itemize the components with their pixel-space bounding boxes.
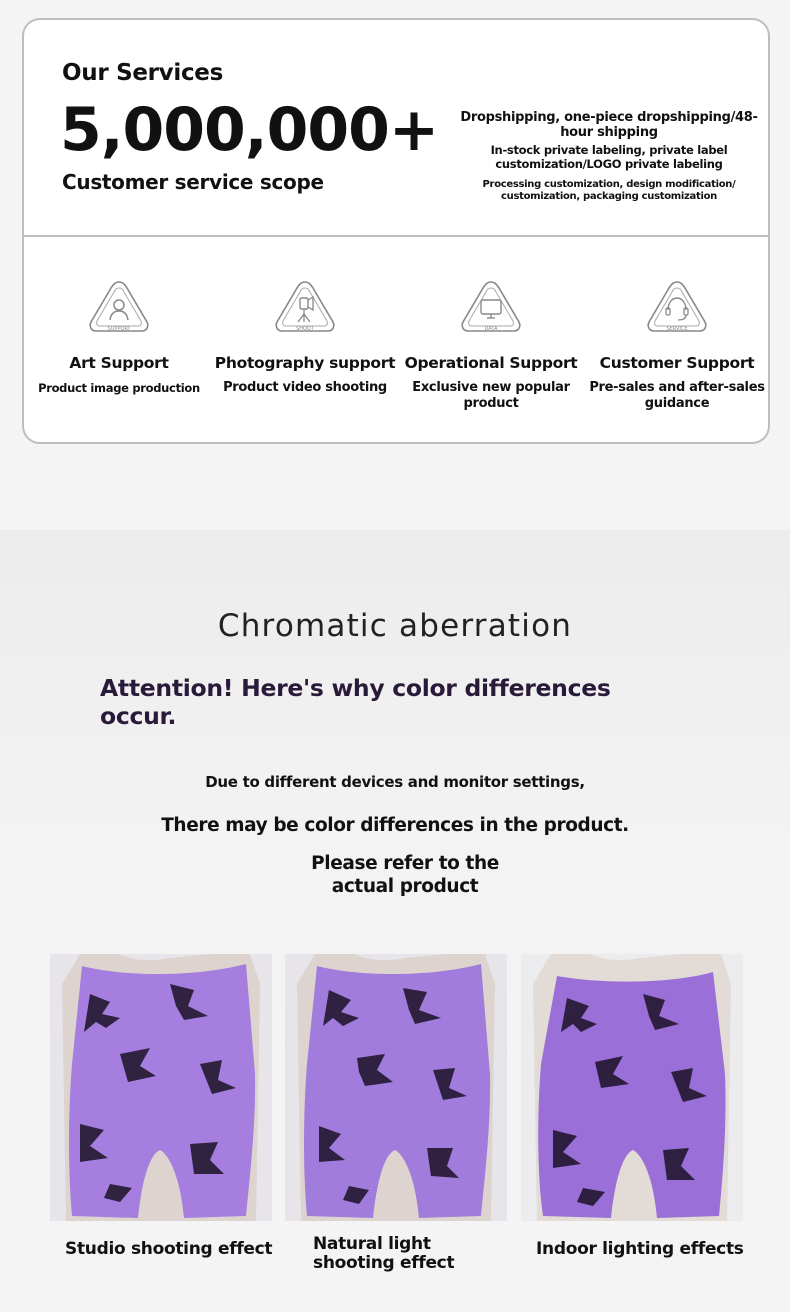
feature-desc: Pre-sales and after-sales guidance [589, 380, 765, 411]
feature-operational-support [396, 278, 586, 412]
shorts-image [521, 954, 743, 1221]
feature-desc: Product video shooting [223, 380, 387, 395]
customer-count: 5,000,000+ [60, 95, 439, 165]
section-heading: Chromatic aberration [217, 608, 573, 644]
service-icon [645, 278, 709, 336]
services-summary [24, 20, 768, 236]
shoot-icon [273, 278, 337, 336]
service-dropshipping: Dropshipping, one-piece dropshipping/48-hour shipping [460, 110, 758, 140]
data-icon [459, 278, 523, 336]
service-private-label: In-stock private labeling, private label customization/LOGO private labeling [490, 143, 728, 171]
product-photo-studio [50, 954, 272, 1221]
refer-note: Please refer to the actual product [311, 853, 499, 897]
data-badge: DATA [484, 326, 498, 332]
chromatic-aberration-section [0, 530, 790, 1312]
shorts-image [285, 954, 507, 1221]
product-photo-natural-light [285, 954, 507, 1221]
color-difference-note: There may be color differences in the product. [161, 815, 629, 836]
feature-desc: Product image production [38, 381, 200, 395]
services-card [22, 18, 770, 444]
services-list [454, 110, 764, 203]
feature-title: Customer Support [599, 354, 755, 372]
caption-indoor: Indoor lighting effects [536, 1239, 744, 1259]
feature-art-support [24, 278, 214, 396]
caption-natural-light: Natural light shooting effect [313, 1234, 455, 1273]
caption-studio: Studio shooting effect [65, 1239, 273, 1259]
devices-note: Due to different devices and monitor settings, [205, 773, 585, 791]
feature-photography-support [210, 278, 400, 396]
service-badge: SERVICE [666, 326, 688, 332]
feature-title: Art Support [69, 354, 169, 372]
scope-label: Customer service scope [62, 170, 324, 194]
card-divider [24, 235, 768, 237]
feature-desc: Exclusive new popular product [412, 380, 570, 411]
service-customization: Processing customization, design modification/ customization, packaging customization [482, 179, 736, 202]
features-row [24, 278, 768, 428]
feature-title: Operational Support [404, 354, 578, 372]
shoot-badge: SHOOT [296, 326, 314, 332]
services-title: Our Services [62, 60, 223, 86]
product-photo-indoor [521, 954, 743, 1221]
feature-customer-support [582, 278, 772, 412]
support-badge: SUPPORT [107, 326, 131, 332]
support-icon [87, 278, 151, 336]
shorts-image [50, 954, 272, 1221]
feature-title: Photography support [214, 354, 396, 372]
attention-text: Attention! Here's why color differences occur. [100, 674, 611, 730]
